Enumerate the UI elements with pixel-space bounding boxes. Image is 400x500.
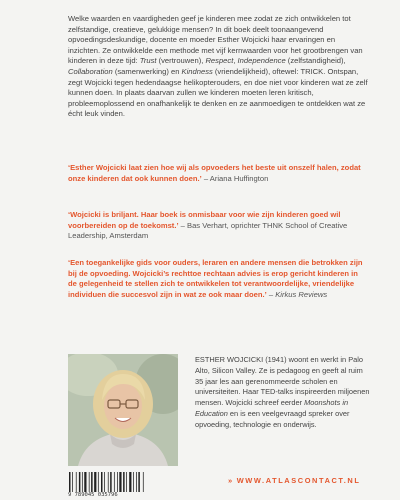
author-photo	[68, 354, 178, 466]
author-portrait-illustration	[68, 354, 178, 466]
quote-attribution: – Ariana Huffington	[201, 173, 269, 183]
quote-text: ‘Een toegankelijke gids voor ouders, leraren en andere mensen die betrokken zijn bij de opvoeding. Wojcicki’s rechttoe rechtaan advies is erop gericht kinderen in de gelegenheid te stellen zich te ontwikkelen tot verantwoordelijke, vriendelijke individuen die succesvol zijn in wat ze ook maar doen.’	[68, 258, 363, 299]
barcode	[68, 472, 148, 492]
quote-attribution: – Bas Verhart, oprichter THNK School of Creative Leadership, Amsterdam	[68, 220, 348, 241]
quote-kirkus	[68, 258, 368, 300]
intro-p1-end: (vriendelijkheid), oftewel: TRICK. Ontspan, zegt Wojcicki tegen hedendaagse helikopterouders, en doe niet voor kinderen wat ze zelf kunnen doen. In plaats daarvan zullen we kinderen moeten leren kritisch, probleemoplossend en onafhankelijk te denken en ze aanmoedigen te ontdekken wat ze écht leuk vinden.	[68, 66, 368, 119]
quote-verhart	[68, 210, 368, 242]
quote-attribution-prefix: –	[266, 289, 276, 299]
value-independence: Independence	[237, 56, 286, 66]
value-trust: Trust	[139, 56, 157, 66]
double-arrow-icon: »	[228, 476, 234, 485]
value-trust-nl: (vertrouwen),	[156, 56, 206, 66]
separator: ,	[233, 56, 238, 66]
intro-p1: Welke waarden en vaardigheden geef je kinderen mee zodat ze zich ontwikkelen tot zelfstandige, creatieve, gelukkige mensen? In dit boek deelt toonaangevend opvoedingsdeskundige, docente en moeder Esther Wojcicki haar ervaringen en inzichten. Ze ontwikkelde een methode met vijf kernwaarden voor het grootbrengen van kinderen in deze tijd:	[68, 14, 363, 66]
value-collaboration: Collaboration	[68, 66, 113, 76]
quote-text: ‘Esther Wojcicki laat zien hoe wij als opvoeders het beste uit onszelf halen, zodat onze kinderen dat ook kunnen doen.’	[68, 163, 361, 183]
quote-text: ‘Wojcicki is briljant. Haar boek is onmisbaar voor wie zijn kinderen goed wil voorbereiden op de toekomst.’	[68, 210, 341, 230]
bio-book-title: Moonshots in Education	[195, 398, 349, 418]
value-independence-nl: (zelfstandigheid),	[285, 56, 346, 66]
website-url: WWW.ATLASCONTACT.NL	[236, 476, 361, 485]
website-link[interactable]	[228, 476, 360, 485]
value-kindness: Kindness	[181, 66, 213, 76]
bio-text-end: en is een veelgevraagd spreker over opvoeding, technologie en onderwijs.	[195, 408, 350, 429]
value-collaboration-nl: (samenwerking) en	[112, 66, 182, 76]
quote-huffington	[68, 163, 368, 184]
author-bio	[195, 355, 373, 431]
isbn-number: 9 789045 035796	[68, 492, 118, 498]
value-respect: Respect	[205, 56, 234, 66]
intro-text	[68, 14, 368, 120]
bio-text: ESTHER WOJCICKI (1941) woont en werkt in Palo Alto, Silicon Valley. Ze is pedagoog en geeft al ruim 35 jaar les aan gerenommeerde scholen en universiteiten. Haar TED-talks inspireerden miljoenen mensen. Wojcicki schreef eerder	[195, 355, 370, 408]
quote-attribution: Kirkus Reviews	[275, 289, 328, 299]
